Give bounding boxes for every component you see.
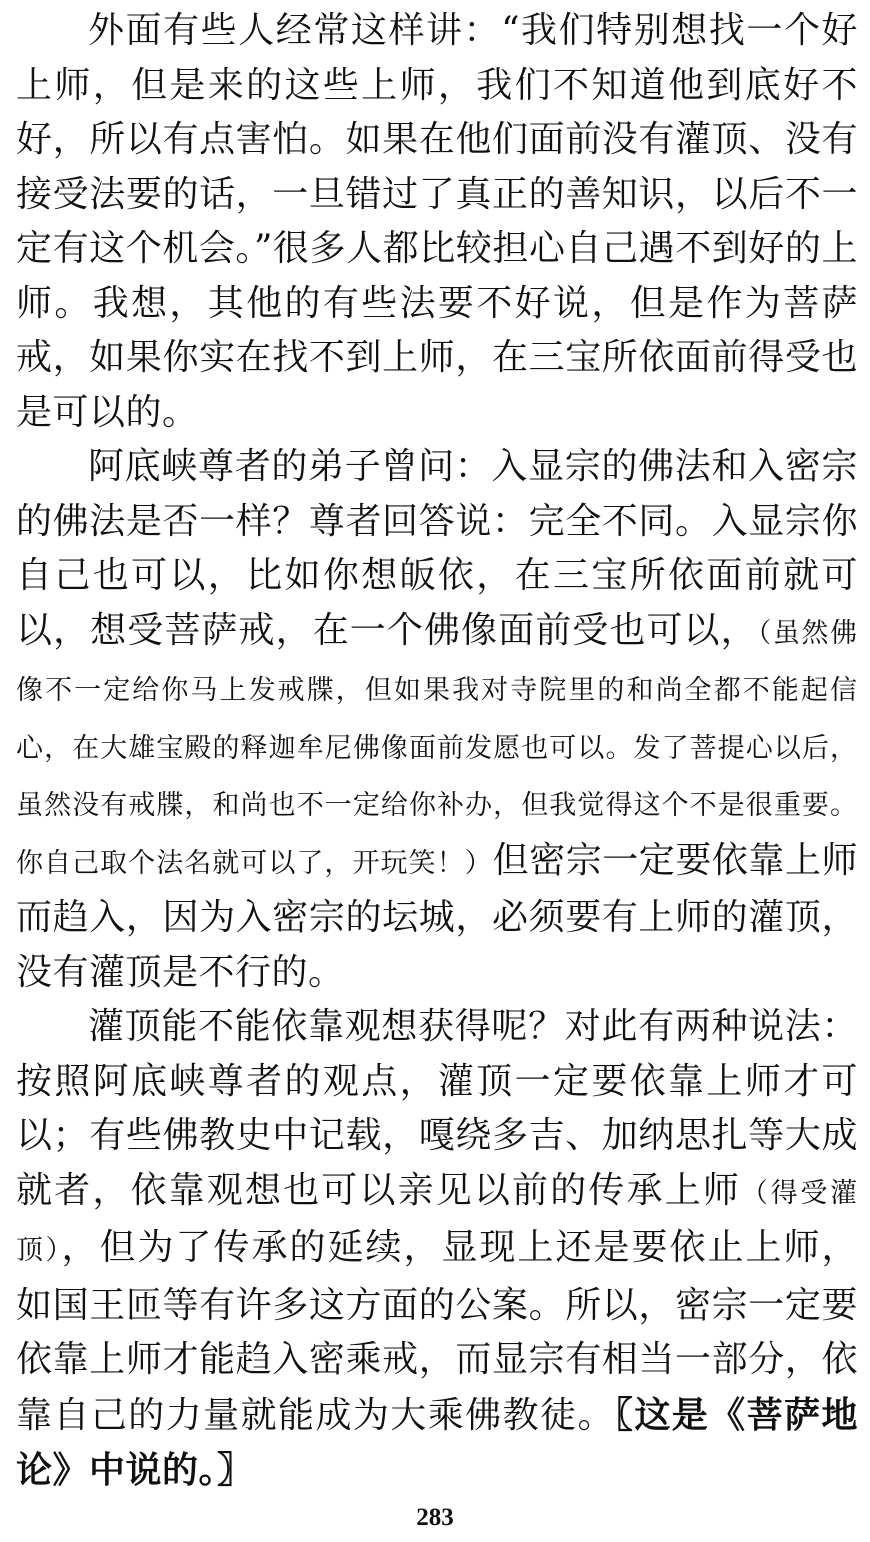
paragraph-3-tail: ，但为了传承的延续，显现上还是要依止上师，如国王匝等有许多这方面的公案。所以，密宗一定要依靠上师才能趋入密乘戒，而显宗有相当一部分，依靠自己的力量就能成为大乘佛教徒。	[16, 1227, 858, 1436]
page-body	[16, 4, 858, 1499]
paragraph-1-text: 外面有些人经常这样讲：“我们特别想找一个好上师，但是来的这些上师，我们不知道他到底好不好，所以有点害怕。如果在他们面前没有灌顶、没有接受法要的话，一旦错过了真正的善知识，以后不一定有这个机会。”很多人都比较担心自己遇不到好的上师。我想，其他的有些法要不好说，但是作为菩萨戒，如果你实在找不到上师，在三宝所依面前得受也是可以的。	[16, 10, 858, 433]
paragraph-1	[16, 4, 858, 440]
page-number: 283	[416, 1504, 454, 1531]
paragraph-3-source-note: 〖这是《菩萨地论》中说的。〗	[16, 1393, 858, 1491]
paragraph-2-note: （虽然佛像不一定给你马上发戒牒，但如果我对寺院里的和尚全都不能起信心，在大雄宝殿的释迦牟尼佛像面前发愿也可以。发了菩提心以后，虽然没有戒牒，和尚也不一定给你补办，但我觉得这个不是很重要。你自己取个法名就可以了，开玩笑！）	[16, 617, 858, 879]
paragraph-3-text: 灌顶能不能依靠观想获得呢？对此有两种说法：按照阿底峡尊者的观点，灌顶一定要依靠上师才可以；有些佛教史中记载，嘎绕多吉、加纳思扎等大成就者，依靠观想也可以亲见以前的传承上师	[16, 1006, 858, 1211]
paragraph-3	[16, 1000, 858, 1499]
paragraph-2-tail: 但密宗一定要依靠上师而趋入，因为入密宗的坛城，必须要有上师的灌顶，没有灌顶是不行的。	[16, 839, 858, 993]
paragraph-2-text: 阿底峡尊者的弟子曾问：入显宗的佛法和入密宗的佛法是否一样？尊者回答说：完全不同。入显宗你自己也可以，比如你想皈依，在三宝所依面前就可以，想受菩萨戒，在一个佛像面前受也可以，	[16, 446, 858, 651]
paragraph-3-note: （得受灌顶）	[16, 1177, 858, 1266]
paragraph-2	[16, 440, 858, 1000]
